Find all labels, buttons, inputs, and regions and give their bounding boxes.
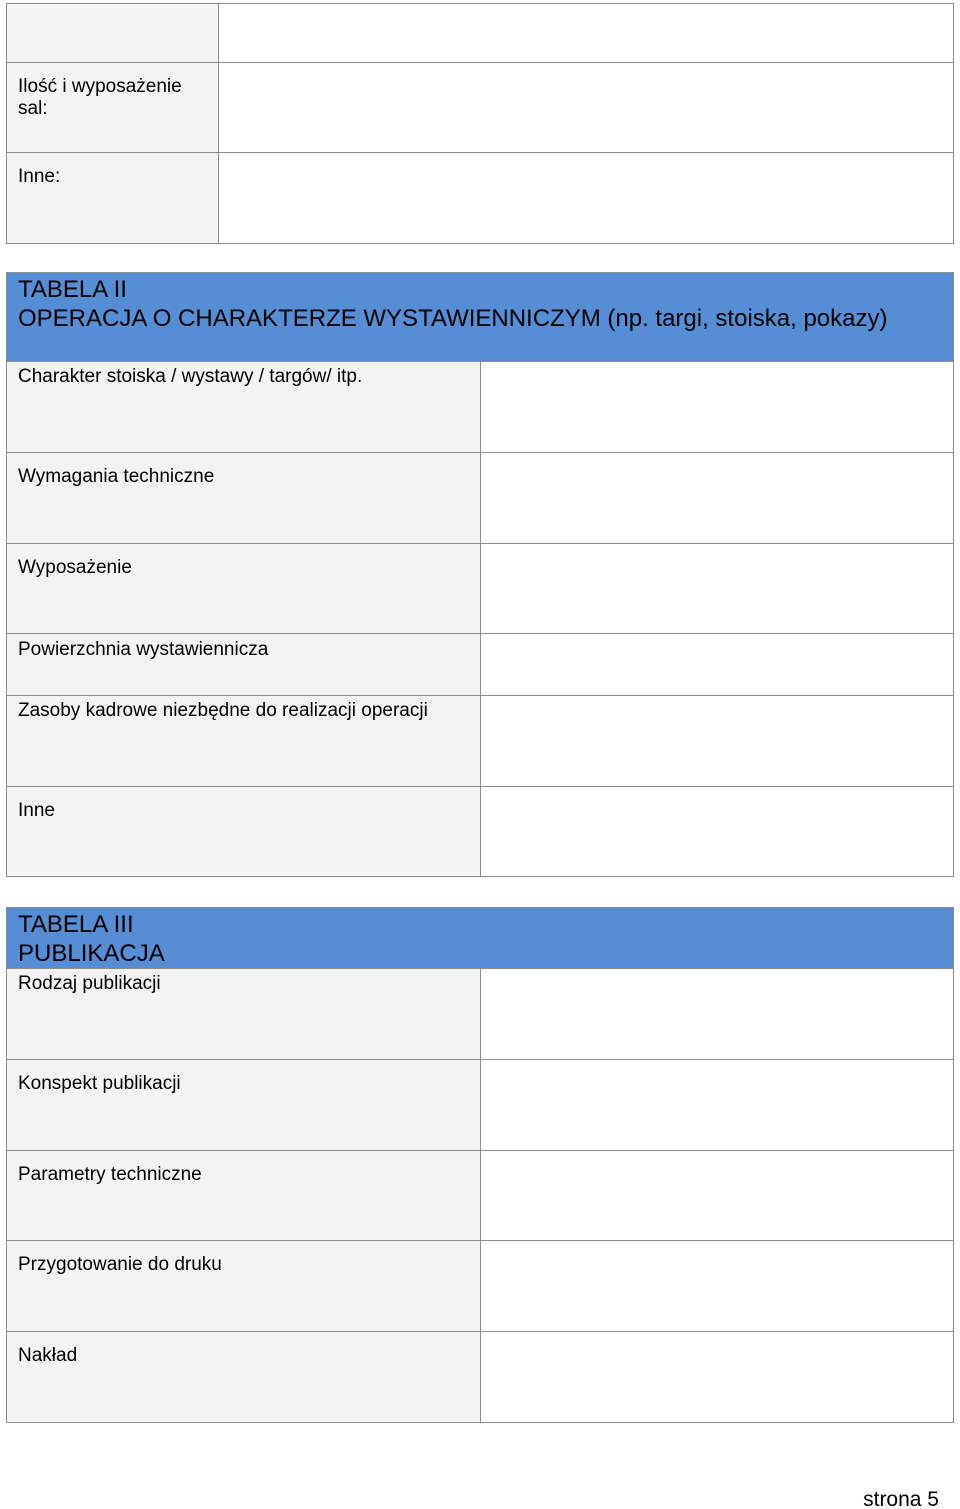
row-label — [7, 4, 219, 63]
row-value-field[interactable] — [480, 544, 954, 634]
table-title: PUBLIKACJA — [18, 940, 165, 967]
table-number: TABELA II — [18, 276, 127, 303]
row-value-field[interactable] — [219, 4, 954, 63]
table-row — [7, 453, 954, 544]
row-label: Inne: — [7, 153, 219, 244]
row-label: Wyposażenie — [7, 544, 481, 634]
row-label: Charakter stoiska / wystawy / targów/ itp. — [7, 362, 481, 453]
row-label: Nakład — [7, 1332, 481, 1423]
row-label: Inne — [7, 787, 481, 877]
row-value-field[interactable] — [480, 787, 954, 877]
table-row — [7, 969, 954, 1060]
row-label: Przygotowanie do druku — [7, 1241, 481, 1332]
table-number: TABELA III — [18, 911, 134, 938]
table-row — [7, 63, 954, 153]
table-header-row — [7, 273, 954, 362]
row-label: Powierzchnia wystawiennicza — [7, 634, 481, 696]
row-value-field[interactable] — [480, 453, 954, 544]
row-label: Parametry techniczne — [7, 1151, 481, 1241]
table-row — [7, 1332, 954, 1423]
row-value-field[interactable] — [480, 634, 954, 696]
table-row — [7, 696, 954, 787]
row-value-field[interactable] — [480, 362, 954, 453]
table-row — [7, 1060, 954, 1151]
table-row — [7, 787, 954, 877]
table-exhibition — [6, 272, 954, 877]
row-label: Rodzaj publikacji — [7, 969, 481, 1060]
table-row — [7, 153, 954, 244]
row-value-field[interactable] — [480, 1151, 954, 1241]
table-row — [7, 544, 954, 634]
row-label: Konspekt publikacji — [7, 1060, 481, 1151]
row-label: Zasoby kadrowe niezbędne do realizacji operacji — [7, 696, 481, 787]
row-value-field[interactable] — [219, 153, 954, 244]
table-header — [7, 908, 954, 969]
row-value-field[interactable] — [480, 1332, 954, 1423]
table-venue — [6, 3, 954, 244]
table-header — [7, 273, 954, 362]
table-publication — [6, 907, 954, 1423]
table-row — [7, 1151, 954, 1241]
table-row — [7, 634, 954, 696]
row-value-field[interactable] — [480, 1060, 954, 1151]
table-row — [7, 1241, 954, 1332]
row-label: Ilość i wyposażenie sal: — [7, 63, 219, 153]
table-row — [7, 4, 954, 63]
row-value-field[interactable] — [480, 1241, 954, 1332]
row-label: Wymagania techniczne — [7, 453, 481, 544]
table-title: OPERACJA O CHARAKTERZE WYSTAWIENNICZYM (np. targi, stoiska, pokazy) — [18, 305, 888, 332]
table-row — [7, 362, 954, 453]
table-header-row — [7, 908, 954, 969]
row-value-field[interactable] — [480, 696, 954, 787]
row-value-field[interactable] — [480, 969, 954, 1060]
page-number: strona 5 — [863, 1488, 939, 1509]
row-value-field[interactable] — [219, 63, 954, 153]
